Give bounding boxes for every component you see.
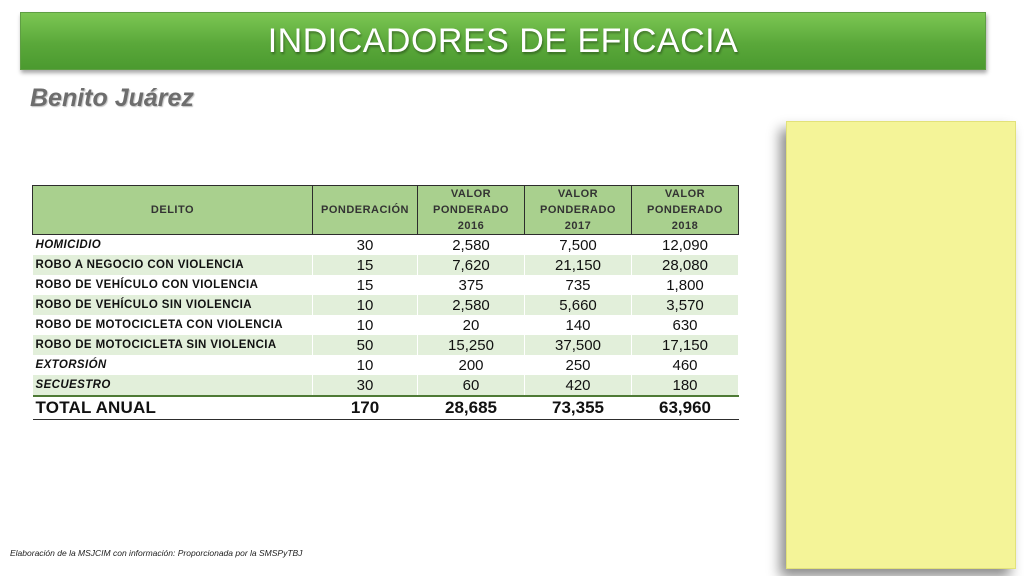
table-row [33, 255, 739, 275]
valor-2017-cell: 735 [525, 275, 632, 295]
header-line: 2017 [564, 220, 592, 232]
table-header [33, 186, 739, 235]
valor-2016-cell: 60 [418, 375, 525, 396]
total-2016: 28,685 [418, 396, 525, 420]
total-2017: 73,355 [525, 396, 632, 420]
valor-2017-cell: 21,150 [525, 255, 632, 275]
ponderacion-cell: 10 [313, 295, 418, 315]
ponderacion-cell: 10 [313, 355, 418, 375]
delito-cell: ROBO DE MOTOCICLETA CON VIOLENCIA [33, 315, 313, 335]
valor-2017-cell: 140 [525, 315, 632, 335]
valor-2016-cell: 15,250 [418, 335, 525, 355]
delito-cell: ROBO DE VEHÍCULO SIN VIOLENCIA [33, 295, 313, 315]
title-bar [20, 12, 986, 70]
delito-cell: EXTORSIÓN [33, 355, 313, 375]
header-line: PONDERADO [432, 204, 509, 216]
source-footnote: Elaboración de la MSJCIM con información: Proporcionada por la SMSPyTBJ [10, 548, 303, 558]
delito-cell: HOMICIDIO [33, 235, 313, 256]
page-title: INDICADORES DE EFICACIA [267, 21, 739, 60]
header-line: PONDERADO [539, 204, 616, 216]
crime-indicators-table [32, 185, 739, 420]
valor-2016-cell: 200 [418, 355, 525, 375]
total-ponderacion: 170 [313, 396, 418, 420]
valor-2018-cell: 3,570 [632, 295, 739, 315]
header-line: VALOR [450, 188, 492, 200]
column-header-delito [33, 186, 313, 235]
valor-2018-cell: 28,080 [632, 255, 739, 275]
yellow-side-panel [786, 121, 1016, 569]
table-row [33, 275, 739, 295]
valor-2016-cell: 2,580 [418, 295, 525, 315]
delito-cell: ROBO A NEGOCIO CON VIOLENCIA [33, 255, 313, 275]
valor-2016-cell: 375 [418, 275, 525, 295]
header-line: PONDERADO [646, 204, 723, 216]
valor-2016-cell: 7,620 [418, 255, 525, 275]
ponderacion-cell: 50 [313, 335, 418, 355]
header-line: VALOR [557, 188, 599, 200]
table-row [33, 315, 739, 335]
valor-2018-cell: 630 [632, 315, 739, 335]
valor-2018-cell: 12,090 [632, 235, 739, 256]
valor-2017-cell: 5,660 [525, 295, 632, 315]
delito-cell: ROBO DE MOTOCICLETA SIN VIOLENCIA [33, 335, 313, 355]
table-row [33, 295, 739, 315]
header-line: VALOR [664, 188, 706, 200]
valor-2018-cell: 460 [632, 355, 739, 375]
header-line: DELITO [150, 204, 195, 216]
column-header-valor-2018 [632, 186, 739, 235]
total-2018: 63,960 [632, 396, 739, 420]
table-row [33, 355, 739, 375]
valor-2018-cell: 1,800 [632, 275, 739, 295]
ponderacion-cell: 10 [313, 315, 418, 335]
column-header-ponderacion [313, 186, 418, 235]
valor-2017-cell: 250 [525, 355, 632, 375]
valor-2018-cell: 17,150 [632, 335, 739, 355]
total-label: TOTAL ANUAL [33, 396, 313, 420]
table-row [33, 375, 739, 396]
table-body [33, 235, 739, 420]
total-row [33, 396, 739, 420]
header-row [33, 186, 739, 235]
valor-2016-cell: 20 [418, 315, 525, 335]
column-header-valor-2017 [525, 186, 632, 235]
delito-cell: SECUESTRO [33, 375, 313, 396]
header-line: 2016 [457, 220, 485, 232]
ponderacion-cell: 30 [313, 235, 418, 256]
column-header-valor-2016 [418, 186, 525, 235]
ponderacion-cell: 15 [313, 255, 418, 275]
ponderacion-cell: 30 [313, 375, 418, 396]
valor-2017-cell: 37,500 [525, 335, 632, 355]
table-row [33, 335, 739, 355]
valor-2018-cell: 180 [632, 375, 739, 396]
delito-cell: ROBO DE VEHÍCULO CON VIOLENCIA [33, 275, 313, 295]
valor-2016-cell: 2,580 [418, 235, 525, 256]
municipality-subtitle: Benito Juárez [30, 84, 194, 112]
valor-2017-cell: 7,500 [525, 235, 632, 256]
table-row [33, 235, 739, 256]
header-line: PONDERACIÓN [320, 204, 409, 216]
header-line: 2018 [671, 220, 699, 232]
valor-2017-cell: 420 [525, 375, 632, 396]
ponderacion-cell: 15 [313, 275, 418, 295]
